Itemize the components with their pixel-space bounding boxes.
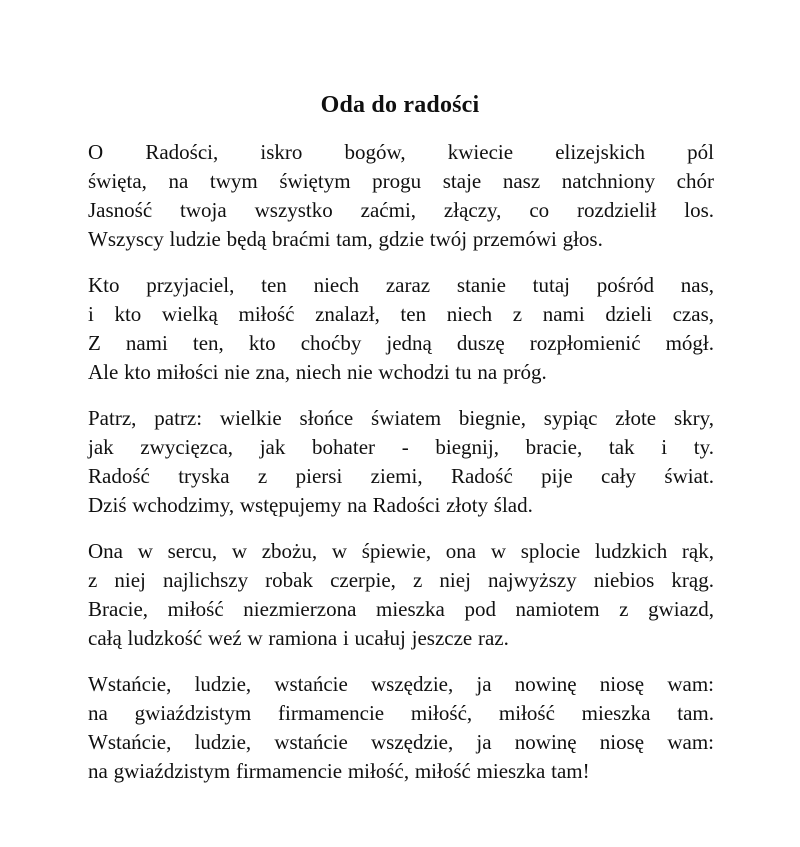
poem-line: O Radości, iskro bogów, kwiecie elizejskich pól [88, 140, 714, 164]
poem-body [88, 138, 714, 803]
stanza [88, 271, 714, 387]
poem-line: z niej najlichszy robak czerpie, z niej najwyższy niebios krąg. [88, 568, 714, 592]
poem-line: Wstańcie, ludzie, wstańcie wszędzie, ja nowinę niosę wam: [88, 672, 714, 696]
poem-line: Radość tryska z piersi ziemi, Radość pije cały świat. [88, 464, 714, 488]
poem-line: święta, na twym świętym progu staje nasz natchniony chór [88, 169, 714, 193]
stanza [88, 138, 714, 254]
poem-line: na gwiaździstym firmamencie miłość, miłość mieszka tam. [88, 701, 714, 725]
poem-line: jak zwycięzca, jak bohater - biegnij, bracie, tak i ty. [88, 435, 714, 459]
poem-line: Bracie, miłość niezmierzona mieszka pod namiotem z gwiazd, [88, 597, 714, 621]
poem-line: Dziś wchodzimy, wstępujemy na Radości złoty ślad. [88, 493, 533, 517]
poem-line: Ona w sercu, w zbożu, w śpiewie, ona w splocie ludzkich rąk, [88, 539, 714, 563]
poem-line: Ale kto miłości nie zna, niech nie wchodzi tu na próg. [88, 360, 547, 384]
page-title: Oda do radości [320, 92, 480, 118]
stanza [88, 670, 714, 786]
poem-line: i kto wielką miłość znalazł, ten niech z nami dzieli czas, [88, 302, 714, 326]
poem-line: Wszyscy ludzie będą braćmi tam, gdzie twój przemówi głos. [88, 227, 603, 251]
poem-line: całą ludzkość weź w ramiona i ucałuj jeszcze raz. [88, 626, 509, 650]
stanza [88, 404, 714, 520]
stanza [88, 537, 714, 653]
poem-line: Wstańcie, ludzie, wstańcie wszędzie, ja nowinę niosę wam: [88, 730, 714, 754]
poem-line: Z nami ten, kto choćby jedną duszę rozpłomienić mógł. [88, 331, 714, 355]
poem-line: Jasność twoja wszystko zaćmi, złączy, co rozdzielił los. [88, 198, 714, 222]
poem-line: Kto przyjaciel, ten niech zaraz stanie tutaj pośród nas, [88, 273, 714, 297]
poem-line: Patrz, patrz: wielkie słońce światem biegnie, sypiąc złote skry, [88, 406, 714, 430]
poem-line: na gwiaździstym firmamencie miłość, miłość mieszka tam! [88, 759, 590, 783]
